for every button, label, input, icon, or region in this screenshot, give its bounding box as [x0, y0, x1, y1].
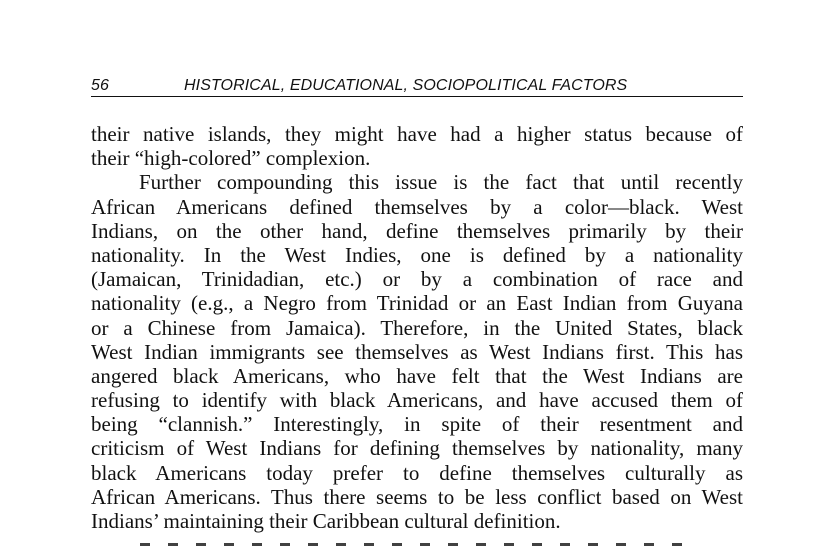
running-head: HISTORICAL, EDUCATIONAL, SOCIOPOLITICAL FACTORS [184, 77, 628, 94]
text-line: Indians’ maintaining their Caribbean cultural definition. [91, 509, 561, 533]
text-line: black Americans today prefer to define themselves culturally as [91, 460, 743, 485]
text-line: nationality. In the West Indies, one is defined by a nationality [91, 242, 743, 267]
page-number: 56 [91, 77, 109, 94]
text-line: African Americans defined themselves by a color—black. West [91, 194, 743, 219]
text-line: being “clannish.” Interestingly, in spite of their resentment and [91, 412, 743, 437]
text-line: Indians, on the other hand, define themselves primarily by their [91, 218, 743, 243]
text-line: West Indian immigrants see themselves as West Indians first. This has [91, 339, 743, 364]
text-line: refusing to identify with black Americans, and have accused them of [91, 388, 743, 413]
text-line: nationality (e.g., a Negro from Trinidad or an East Indian from Guyana [91, 291, 743, 316]
text-line: African Americans. Thus there seems to be less conflict based on West [91, 484, 743, 509]
page-header [91, 76, 743, 97]
text-line: criticism of West Indians for defining themselves by nationality, many [91, 436, 743, 461]
text-line: (Jamaican, Trinidadian, etc.) or by a combination of race and [91, 267, 743, 292]
cut-off-next-line [140, 538, 740, 546]
text-line: angered black Americans, who have felt that the West Indians are [91, 363, 743, 388]
text-line: or a Chinese from Jamaica). Therefore, in the United States, black [91, 315, 743, 340]
text-line: their “high-colored” complexion. [91, 146, 371, 171]
paragraph-first-line: Further compounding this issue is the fact that until recently [139, 170, 743, 195]
text-line: their native islands, they might have had a higher status because of [91, 122, 743, 146]
body-text [91, 122, 743, 533]
